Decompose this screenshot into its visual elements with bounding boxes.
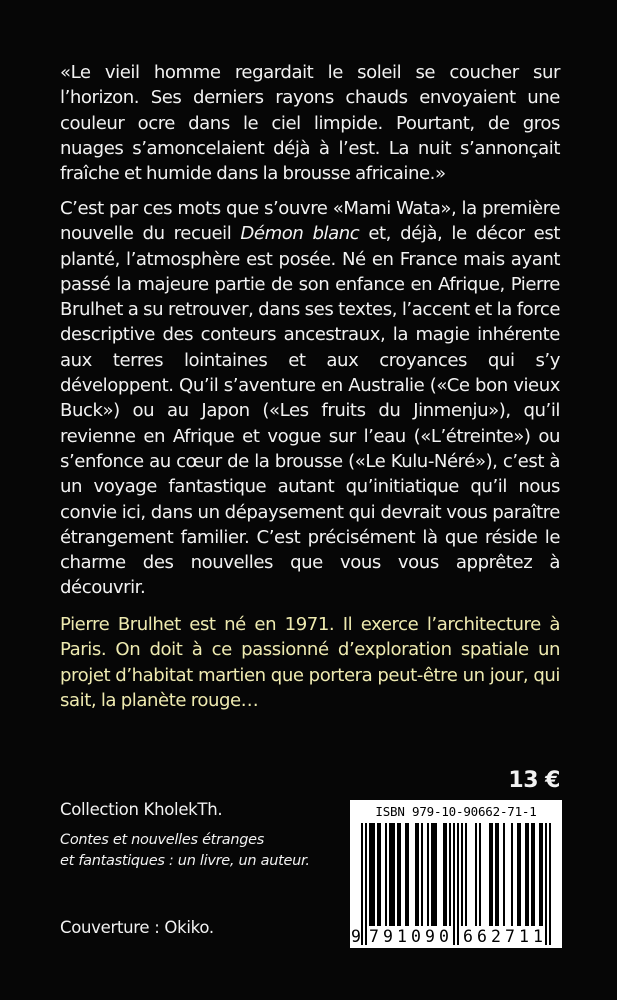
barcode-bar — [415, 823, 417, 926]
ean-digit: 1 — [533, 927, 543, 946]
ean-digit: 6 — [477, 927, 487, 946]
back-cover-quote — [60, 60, 560, 186]
price: 13 € — [508, 768, 560, 793]
barcode-bar — [533, 823, 535, 926]
barcode-bar — [371, 823, 373, 926]
barcode-bar — [519, 823, 521, 926]
barcode-bar — [399, 823, 401, 926]
barcode-bar — [433, 823, 435, 926]
barcode-bar — [461, 823, 463, 926]
barcode-bar — [545, 823, 547, 945]
collection-tagline-line-1: Contes et nouvelles étranges — [60, 832, 264, 848]
quote-text: «Le vieil homme regardait le soleil se coucher sur l’horizon. Ses derniers rayons chauds envoyaient une couleur ocre dans le ciel limpide. Pourtant, de gros nuages s’amoncelaient déjà à l’est. La nuit s’annonçait fraîche et humide dans la brousse africaine.» — [60, 62, 560, 185]
summary-text-intro: C’est par ces mots que s’ouvre «Mami Wata», la première nouvelle du recueil — [60, 198, 560, 245]
isbn-barcode — [350, 800, 562, 948]
ean-digit: 1 — [519, 927, 529, 946]
barcode-bar — [489, 823, 491, 926]
barcode-bar — [377, 823, 379, 926]
book-title: Démon blanc — [240, 223, 360, 245]
barcode-bar — [407, 823, 409, 926]
barcode-bar — [539, 823, 541, 926]
ean-digit: 2 — [491, 927, 501, 946]
barcode-bar — [497, 823, 499, 926]
summary-text-rest: et, déjà, le décor est planté, l’atmosphère est posée. Né en France mais ayant passé la majeure partie de son enfance en Afrique, Pierre Brulhet a su retrouver, dans ses textes, l’accent et la force descriptive des conteurs ancestraux, la magie inhérente aux terres lointaines et aux croyances qui s’y développent. Qu’il s’aventure en Australie («Ce bon vieux Buck») ou au Japon («Les fruits du Jinmenju»), qu’il revienne en Afrique et vogue sur l’eau («L’étreinte») ou s’enfonce au cœur de la brousse («Le Kulu-Néré»), c’est à un voyage fantastique autant qu’initiatique qu’il nous convie ici, dans un dépaysement qui devrait vous paraître étrangement familier. C’est précisément là que réside le charme des nouvelles que vous vous apprêtez à découvrir. — [60, 223, 560, 599]
barcode-bar — [365, 823, 367, 945]
barcode-bar — [541, 823, 543, 926]
barcode-bar — [503, 823, 505, 926]
ean-digit: 9 — [351, 927, 361, 946]
barcode-bar — [405, 823, 407, 926]
barcode-bar — [421, 823, 423, 926]
ean-digit: 6 — [463, 927, 473, 946]
barcode-bar — [389, 823, 391, 926]
barcode-bar — [417, 823, 419, 926]
barcode-bar — [511, 823, 513, 926]
barcode-bar — [431, 823, 433, 926]
barcode-bar — [457, 823, 459, 945]
collection-name: Collection KholekTh. — [60, 800, 223, 819]
barcode-bar — [427, 823, 429, 926]
barcode-bar — [373, 823, 375, 926]
barcode-bar — [445, 823, 447, 926]
barcode-bar — [495, 823, 497, 926]
barcode-bar — [465, 823, 467, 926]
barcode-bar — [475, 823, 477, 926]
ean-digit: 7 — [369, 927, 379, 946]
barcode-bar — [361, 823, 363, 945]
author-bio-text: Pierre Brulhet est né en 1971. Il exerce l’architecture à Paris. On doit à ce passionné d’exploration spatiale un projet d’habitat martien que portera peut-être un jour, qui sait, la planète rouge… — [60, 614, 560, 711]
ean-digit: 0 — [411, 927, 421, 946]
back-cover-summary — [60, 196, 560, 601]
barcode-bar — [397, 823, 399, 926]
barcode-bar — [531, 823, 533, 926]
isbn-number: ISBN 979-10-90662-71-1 — [375, 804, 537, 819]
ean-digit: 0 — [439, 927, 449, 946]
barcode-bar — [479, 823, 481, 926]
barcode-bar — [369, 823, 371, 926]
collection-tagline-line-2: et fantastiques : un livre, un auteur. — [60, 853, 310, 869]
ean-digit: 9 — [383, 927, 393, 946]
barcode-bar — [443, 823, 445, 926]
barcode-bar — [449, 823, 451, 926]
barcode-bar — [525, 823, 527, 926]
barcode-bar — [393, 823, 395, 926]
ean-digit: 1 — [397, 927, 407, 946]
barcode-bar — [453, 823, 455, 945]
barcode-bar — [517, 823, 519, 926]
ean-digit: 7 — [505, 927, 515, 946]
barcode-bar — [527, 823, 529, 926]
ean-digit: 9 — [425, 927, 435, 946]
barcode-bar — [549, 823, 551, 945]
barcode-bar — [391, 823, 393, 926]
barcode-bar — [491, 823, 493, 926]
barcode-bar — [385, 823, 387, 926]
author-bio — [60, 612, 560, 713]
barcode-bar — [435, 823, 437, 926]
cover-credit: Couverture : Okiko. — [60, 918, 214, 937]
barcode-bar — [379, 823, 381, 926]
summary-text — [60, 196, 560, 601]
